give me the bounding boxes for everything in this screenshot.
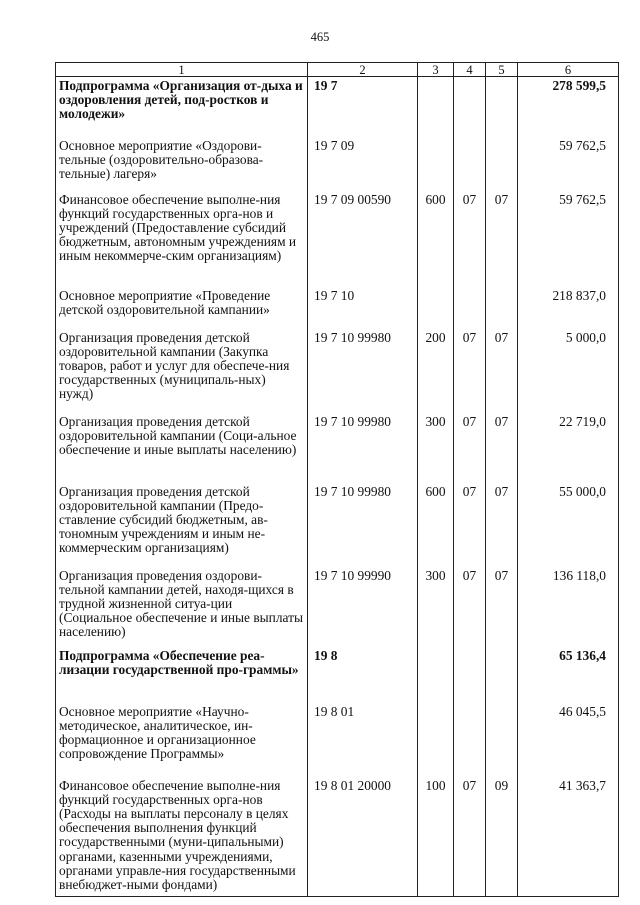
row-section: 07 bbox=[454, 569, 486, 649]
header-col-5: 5 bbox=[486, 63, 518, 77]
row-subsection bbox=[486, 289, 518, 331]
row-name: Подпрограмма «Обеспечение реа-лизации государственной про-граммы» bbox=[56, 649, 308, 705]
row-name: Финансовое обеспечение выполне-ния функций государственных орга-нов (Расходы на выплаты персоналу в целях обеспечения выполнения функций государственными (муни-ципальными) органами, казенными учреждениями, органами управле-ния государственными внебюджет-ными фондами) bbox=[56, 779, 308, 897]
row-subsection: 09 bbox=[486, 779, 518, 897]
header-col-3: 3 bbox=[418, 63, 454, 77]
row-expense-type: 600 bbox=[418, 485, 454, 569]
row-amount: 218 837,0 bbox=[518, 289, 619, 331]
row-subsection bbox=[486, 649, 518, 705]
row-amount: 46 045,5 bbox=[518, 705, 619, 779]
row-section bbox=[454, 77, 486, 139]
row-expense-type bbox=[418, 77, 454, 139]
table-row bbox=[56, 569, 619, 649]
row-amount: 55 000,0 bbox=[518, 485, 619, 569]
row-code: 19 8 01 bbox=[308, 705, 418, 779]
row-section: 07 bbox=[454, 415, 486, 485]
row-code: 19 7 bbox=[308, 77, 418, 139]
row-amount: 136 118,0 bbox=[518, 569, 619, 649]
row-section: 07 bbox=[454, 485, 486, 569]
row-amount: 278 599,5 bbox=[518, 77, 619, 139]
row-subsection: 07 bbox=[486, 415, 518, 485]
row-section bbox=[454, 705, 486, 779]
table-row bbox=[56, 705, 619, 779]
row-expense-type: 300 bbox=[418, 569, 454, 649]
row-expense-type: 600 bbox=[418, 193, 454, 289]
row-code: 19 8 bbox=[308, 649, 418, 705]
row-subsection bbox=[486, 705, 518, 779]
row-subsection bbox=[486, 139, 518, 193]
row-name: Организация проведения детской оздоровительной кампании (Соци-альное обеспечение и иные выплаты населению) bbox=[56, 415, 308, 485]
row-section: 07 bbox=[454, 331, 486, 415]
header-col-2: 2 bbox=[308, 63, 418, 77]
table-row bbox=[56, 77, 619, 139]
row-expense-type bbox=[418, 705, 454, 779]
row-name: Организация проведения детской оздоровительной кампании (Предо-ставление субсидий бюджетным, ав-тономным учреждениям и иным не-коммерческим организациям) bbox=[56, 485, 308, 569]
row-expense-type bbox=[418, 139, 454, 193]
page-number: 465 bbox=[310, 30, 330, 44]
row-section: 07 bbox=[454, 779, 486, 897]
row-section bbox=[454, 649, 486, 705]
row-code: 19 7 10 99980 bbox=[308, 331, 418, 415]
header-row bbox=[56, 63, 619, 77]
row-code: 19 7 09 bbox=[308, 139, 418, 193]
row-name: Основное мероприятие «Научно-методическое, аналитическое, ин-формационное и организационное сопровождение Программы» bbox=[56, 705, 308, 779]
row-name: Подпрограмма «Организация от-дыха и оздоровления детей, под-ростков и молодежи» bbox=[56, 77, 308, 139]
row-subsection: 07 bbox=[486, 331, 518, 415]
table-row bbox=[56, 415, 619, 485]
row-amount: 41 363,7 bbox=[518, 779, 619, 897]
row-code: 19 7 10 99980 bbox=[308, 485, 418, 569]
table-row bbox=[56, 139, 619, 193]
row-code: 19 8 01 20000 bbox=[308, 779, 418, 897]
row-name: Организация проведения детской оздоровительной кампании (Закупка товаров, работ и услуг для обеспече-ния государственных (муниципаль-ных) нужд) bbox=[56, 331, 308, 415]
row-name: Основное мероприятие «Оздорови-тельные (оздоровительно-образова-тельные) лагеря» bbox=[56, 139, 308, 193]
row-expense-type: 200 bbox=[418, 331, 454, 415]
header-col-1: 1 bbox=[56, 63, 308, 77]
row-name: Организация проведения оздорови-тельной кампании детей, находя-щихся в трудной жизненной ситуа-ции (Социальное обеспечение и иные выплаты населению) bbox=[56, 569, 308, 649]
row-subsection: 07 bbox=[486, 569, 518, 649]
row-subsection: 07 bbox=[486, 193, 518, 289]
row-section: 07 bbox=[454, 193, 486, 289]
row-amount: 5 000,0 bbox=[518, 331, 619, 415]
row-expense-type: 300 bbox=[418, 415, 454, 485]
row-expense-type: 100 bbox=[418, 779, 454, 897]
row-subsection bbox=[486, 77, 518, 139]
row-code: 19 7 10 99980 bbox=[308, 415, 418, 485]
row-expense-type bbox=[418, 649, 454, 705]
table-row bbox=[56, 193, 619, 289]
row-name: Основное мероприятие «Проведение детской оздоровительной кампании» bbox=[56, 289, 308, 331]
row-amount: 59 762,5 bbox=[518, 139, 619, 193]
row-section bbox=[454, 289, 486, 331]
table-row bbox=[56, 289, 619, 331]
table-row bbox=[56, 331, 619, 415]
table-row bbox=[56, 779, 619, 897]
row-amount: 59 762,5 bbox=[518, 193, 619, 289]
row-name: Финансовое обеспечение выполне-ния функций государственных орга-нов и учреждений (Предоставление субсидий бюджетным, автономным учреждениям и иным некоммерче-ским организациям) bbox=[56, 193, 308, 289]
row-amount: 22 719,0 bbox=[518, 415, 619, 485]
table-row bbox=[56, 649, 619, 705]
row-amount: 65 136,4 bbox=[518, 649, 619, 705]
budget-table bbox=[55, 62, 619, 897]
row-code: 19 7 10 99990 bbox=[308, 569, 418, 649]
table-row bbox=[56, 485, 619, 569]
header-col-6: 6 bbox=[518, 63, 619, 77]
row-section bbox=[454, 139, 486, 193]
row-expense-type bbox=[418, 289, 454, 331]
row-code: 19 7 09 00590 bbox=[308, 193, 418, 289]
header-col-4: 4 bbox=[454, 63, 486, 77]
row-code: 19 7 10 bbox=[308, 289, 418, 331]
row-subsection: 07 bbox=[486, 485, 518, 569]
